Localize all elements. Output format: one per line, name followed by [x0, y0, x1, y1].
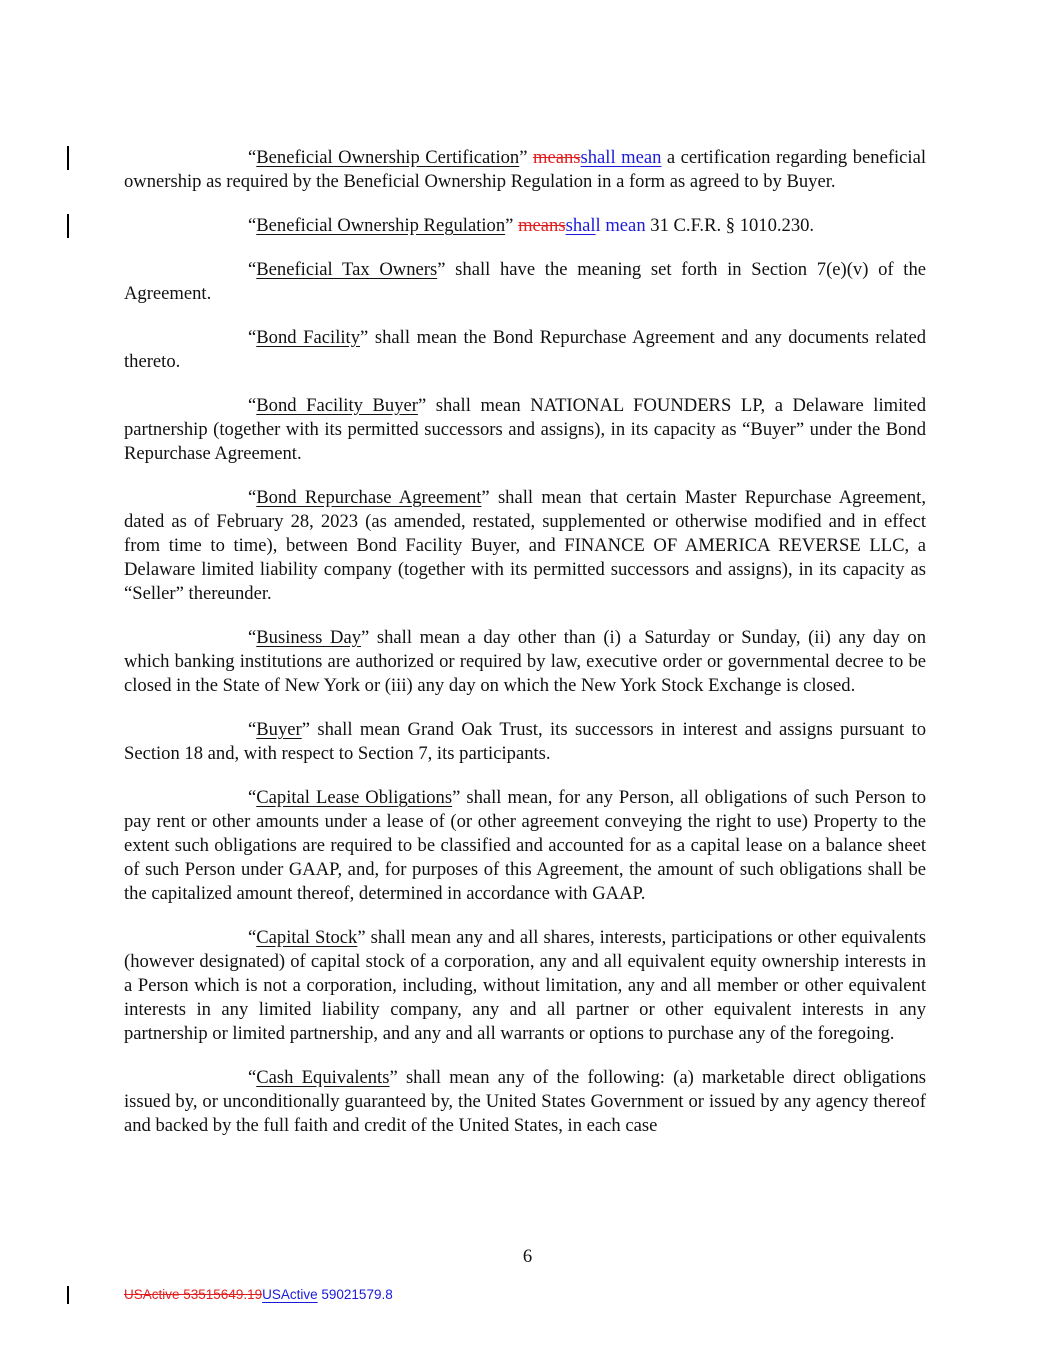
open-quote: “	[248, 787, 257, 808]
definition-text: shall mean Grand Oak Trust, its successors in interest and assigns pursuant to Section 18 and, with respect to Section 7, its participants.	[124, 719, 926, 764]
page-number: 6	[522, 1246, 533, 1267]
definition-text: shall mean any of the following: (a) marketable direct obligations issued by, or unconditionally guaranteed by, the United States Government or issued by any agency thereof and backed by the full faith and credit of the United States, in each case	[124, 1067, 926, 1136]
definition-bond-facility	[124, 326, 926, 374]
close-quote: ”	[389, 1067, 398, 1088]
open-quote: “	[248, 627, 257, 648]
document-body	[124, 146, 926, 1138]
definition-text: shall mean, for any Person, all obligations of such Person to pay rent or other amounts under a lease of (or other agreement conveying the right to use) Property to the extent such obligations are required to be classified and accounted for as a capital lease on a balance sheet of such Person under GAAP, and, for purposes of this Agreement, the amount of such obligations shall be the capitalized amount thereof, determined in accordance with GAAP.	[124, 787, 927, 904]
inserted-text: shal	[565, 215, 596, 236]
deleted-text: means	[533, 147, 581, 168]
definition-bond-repurchase-agreement	[124, 486, 926, 606]
close-quote: ”	[417, 395, 427, 416]
inserted-text: l mean	[595, 215, 646, 236]
open-quote: “	[248, 1067, 257, 1088]
defined-term: Beneficial Ownership Regulation	[256, 215, 506, 236]
close-quote: ”	[360, 327, 369, 348]
definition-beneficial-ownership-certification	[124, 146, 926, 194]
open-quote: “	[248, 147, 257, 168]
open-quote: “	[248, 719, 257, 740]
defined-term: Bond Repurchase Agreement	[256, 487, 482, 508]
close-quote: ”	[505, 215, 519, 236]
change-bar	[67, 214, 69, 238]
open-quote: “	[248, 259, 257, 280]
inserted-text: shall mean	[580, 147, 662, 168]
definition-text: shall mean that certain Master Repurchase Agreement, dated as of February 28, 2023 (as amended, restated, supplemented or otherwise modified and in effect from time to time), between Bond Facility Buyer, and FINANCE OF AMERICA REVERSE LLC, a Delaware limited liability company (together with its permitted successors and assigns), in its capacity as “Seller” thereunder.	[124, 487, 926, 604]
footer-inserted-id-number: 59021579.8	[317, 1287, 393, 1302]
close-quote: ”	[357, 927, 366, 948]
open-quote: “	[248, 487, 257, 508]
definition-bond-facility-buyer	[124, 394, 926, 466]
definition-text: shall mean the Bond Repurchase Agreement and any documents related thereto.	[124, 327, 927, 372]
close-quote: ”	[481, 487, 490, 508]
definition-beneficial-tax-owners	[124, 258, 926, 306]
definition-text: shall mean any and all shares, interests, participations or other equivalents (however designated) of capital stock of a corporation, any and all equivalent equity ownership interests in a Person which is not a corporation, including, without limitation, any and all member or other equivalent interests in any limited liability company, any and all partner or other equivalent interests in any partnership or limited partnership, and any and all warrants or options to purchase any of the foregoing.	[124, 927, 926, 1044]
definition-text: a certification regarding beneficial ownership as required by the Beneficial Ownership Regulation in a form as agreed to by Buyer.	[124, 147, 927, 192]
defined-term: Bond Facility	[256, 327, 360, 348]
open-quote: “	[248, 927, 257, 948]
defined-term: Capital Stock	[256, 927, 358, 948]
close-quote: ”	[361, 627, 370, 648]
close-quote: ”	[437, 259, 446, 280]
footer-change-bar	[67, 1286, 69, 1304]
defined-term: Beneficial Tax Owners	[256, 259, 438, 280]
change-bar	[67, 146, 69, 170]
definition-business-day	[124, 626, 926, 698]
document-footer-id	[124, 1286, 393, 1304]
footer-inserted-id: USActive	[262, 1287, 318, 1302]
definition-beneficial-ownership-regulation	[124, 214, 926, 238]
footer-deleted-id: USActive 53515649.19	[124, 1287, 263, 1302]
definition-text: shall mean a day other than (i) a Saturday or Sunday, (ii) any day on which banking institutions are authorized or required by law, executive order or governmental decree to be closed in the State of New York or (iii) any day on which the New York Stock Exchange is closed.	[124, 627, 926, 696]
defined-term: Capital Lease Obligations	[256, 787, 453, 808]
defined-term: Beneficial Ownership Certification	[256, 147, 520, 168]
definition-text: shall mean NATIONAL FOUNDERS LP, a Delaware limited partnership (together with its permitted successors and assigns), in its capacity as “Buyer” under the Bond Repurchase Agreement.	[124, 395, 926, 464]
definition-cash-equivalents	[124, 1066, 926, 1138]
definition-capital-stock	[124, 926, 926, 1046]
definition-text: 31 C.F.R. § 1010.230.	[645, 215, 815, 236]
definition-capital-lease-obligations	[124, 786, 926, 906]
open-quote: “	[248, 327, 257, 348]
definition-buyer	[124, 718, 926, 766]
open-quote: “	[248, 395, 257, 416]
definition-text: shall have the meaning set forth in Section 7(e)(v) of the Agreement.	[124, 259, 926, 304]
close-quote: ”	[301, 719, 310, 740]
close-quote: ”	[452, 787, 461, 808]
open-quote: “	[248, 215, 257, 236]
deleted-text: means	[518, 215, 566, 236]
close-quote: ”	[519, 147, 533, 168]
defined-term: Bond Facility Buyer	[256, 395, 418, 416]
defined-term: Business Day	[256, 627, 361, 648]
defined-term: Cash Equivalents	[256, 1067, 390, 1088]
defined-term: Buyer	[256, 719, 302, 740]
